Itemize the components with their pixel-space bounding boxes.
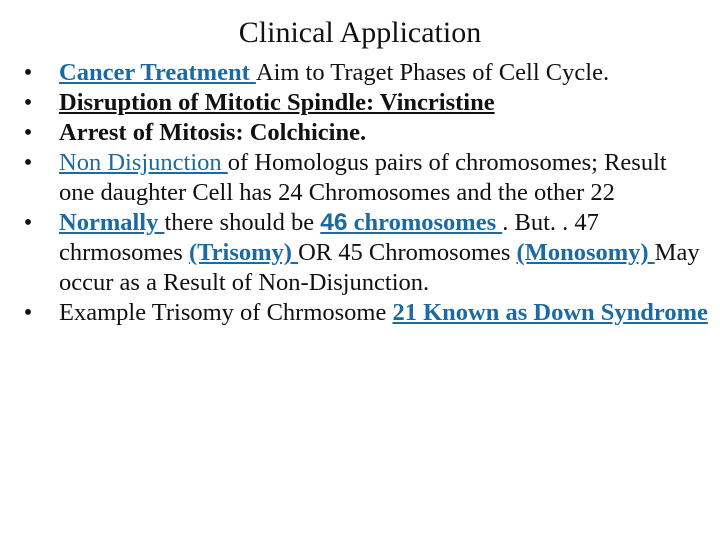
- bullet-item-cancer-treatment: [18, 58, 708, 88]
- bullet-item-mitotic-spindle: [18, 88, 708, 118]
- mitotic-spindle-text: Disruption of Mitotic Spindle: Vincristine: [59, 89, 495, 116]
- cancer-treatment-text: Aim to Traget Phases of Cell Cycle.: [255, 59, 610, 86]
- bullet-item-normally: [18, 208, 708, 298]
- bullet-item-arrest-of-mitosis: [18, 118, 708, 148]
- or-45-text: OR 45 Chromosomes: [298, 239, 517, 266]
- chromosomes-term: chromosomes: [347, 209, 503, 236]
- bullet-icon: •: [23, 59, 33, 86]
- normally-term: Normally: [59, 209, 165, 236]
- normally-text: there should be: [164, 209, 321, 236]
- chromosome-count-46: 46: [320, 209, 348, 236]
- bullet-icon: •: [23, 299, 33, 326]
- bullet-list: [18, 58, 708, 328]
- bullet-item-example-trisomy: [18, 298, 708, 328]
- non-disjunction-text: of Homologus pairs of chromosomes; Result one daughter Cell has 24 Chromosomes and the other 22: [59, 149, 667, 206]
- bullet-icon: •: [23, 209, 33, 236]
- example-trisomy-text: Example Trisomy of Chrmosome: [59, 299, 393, 326]
- trisomy-term: (Trisomy): [188, 239, 299, 266]
- bullet-icon: •: [23, 119, 33, 146]
- bullet-icon: •: [23, 149, 33, 176]
- non-disjunction-term: Non Disjunction: [59, 149, 228, 176]
- bullet-icon: •: [23, 89, 33, 116]
- bullet-item-non-disjunction: [18, 148, 708, 208]
- down-syndrome-term: 21 Known as Down Syndrome: [392, 299, 708, 326]
- monosomy-term: (Monosomy): [516, 239, 655, 266]
- slide-title: Clinical Application: [238, 16, 482, 49]
- cancer-treatment-term: Cancer Treatment: [59, 59, 256, 86]
- but-47-text: . But. . 47 chrmosomes: [59, 209, 599, 266]
- non-disjunction-result-text: May occur as a Result of Non-Disjunction.: [59, 239, 700, 296]
- arrest-of-mitosis-text: Arrest of Mitosis: Colchicine.: [59, 119, 367, 146]
